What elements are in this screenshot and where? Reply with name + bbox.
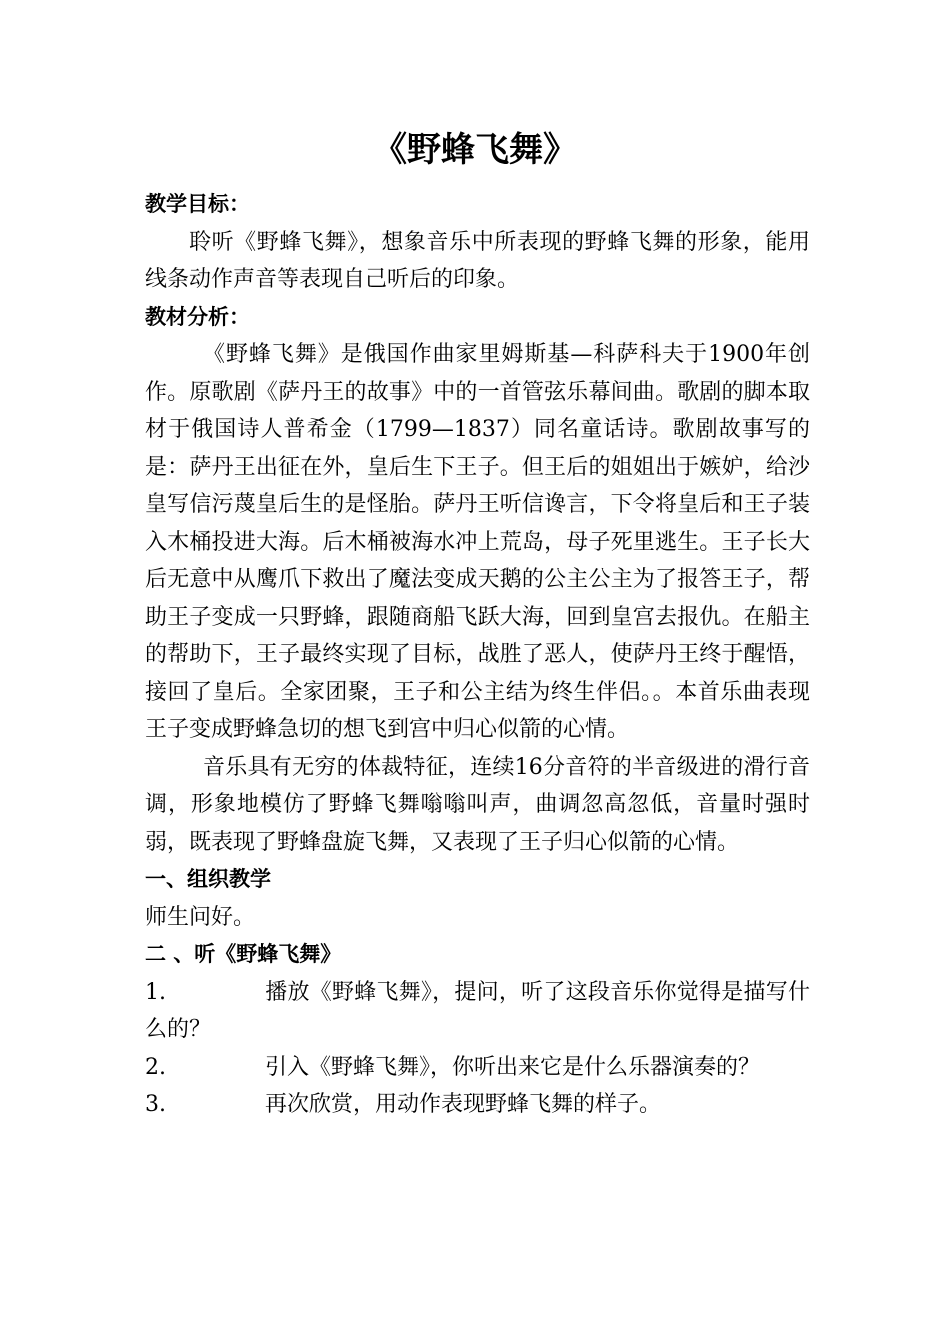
list-item-text: 再次欣赏，用动作表现野蜂飞舞的样子。 (265, 1092, 662, 1117)
list-item (145, 974, 810, 1049)
document-body (145, 186, 810, 1124)
analysis-paragraph-1: 《野蜂飞舞》是俄国作曲家里姆斯基—科萨科夫于1900年创作。原歌剧《萨丹王的故事》中的一首管弦乐幕间曲。歌剧的脚本取材于俄国诗人普希金（1799—1837）同名童话诗。歌剧故事写的是：萨丹王出征在外，皇后生下王子。但王后的姐姐出于嫉妒，给沙皇写信污蔑皇后生的是怪胎。萨丹王听信谗言，下令将皇后和王子装入木桶投进大海。后木桶被海水冲上荒岛，母子死里逃生。王子长大后无意中从鹰爪下救出了魔法变成天鹅的公主公主为了报答王子，帮助王子变成一只野蜂，跟随商船飞跃大海，回到皇宫去报仇。在船主的帮助下，王子最终实现了目标，战胜了恶人，使萨丹王终于醒悟，接回了皇后。全家团聚，王子和公主结为终生伴侣。。本首乐曲表现王子变成野蜂急切的想飞到宫中归心似箭的心情。 (145, 342, 810, 742)
list-item-text: 引入《野蜂飞舞》，你听出来它是什么乐器演奏的？ (265, 1054, 761, 1080)
analysis-paragraph-2: 音乐具有无穷的体裁特征，连续16分音符的半音级进的滑行音调，形象地模仿了野蜂飞舞嗡嗡叫声，曲调忽高忽低，音量时强时弱，既表现了野蜂盘旋飞舞，又表现了王子归心似箭的心情。 (145, 754, 810, 855)
list-item-text: 播放《野蜂飞舞》，提问，听了这段音乐你觉得是描写什么的？ (145, 979, 810, 1042)
list-item-number: 3. (145, 1092, 166, 1117)
analysis-heading: 教材分析： (145, 304, 250, 329)
list-item-number: 2. (145, 1054, 166, 1080)
list-item (145, 1086, 810, 1124)
list-item-number: 1. (145, 979, 166, 1005)
objectives-text: 聆听《野蜂飞舞》，想象音乐中所表现的野蜂飞舞的形象，能用线条动作声音等表现自己听后的印象。 (145, 229, 810, 292)
part2-heading: 二 、听《野蜂飞舞》 (145, 942, 342, 966)
list-item (145, 1049, 810, 1087)
document-title: 《野蜂飞舞》 (373, 130, 577, 170)
part1-text: 师生问好。 (145, 904, 256, 930)
part1-heading: 一、组织教学 (145, 867, 271, 891)
objectives-heading: 教学目标： (145, 192, 250, 216)
